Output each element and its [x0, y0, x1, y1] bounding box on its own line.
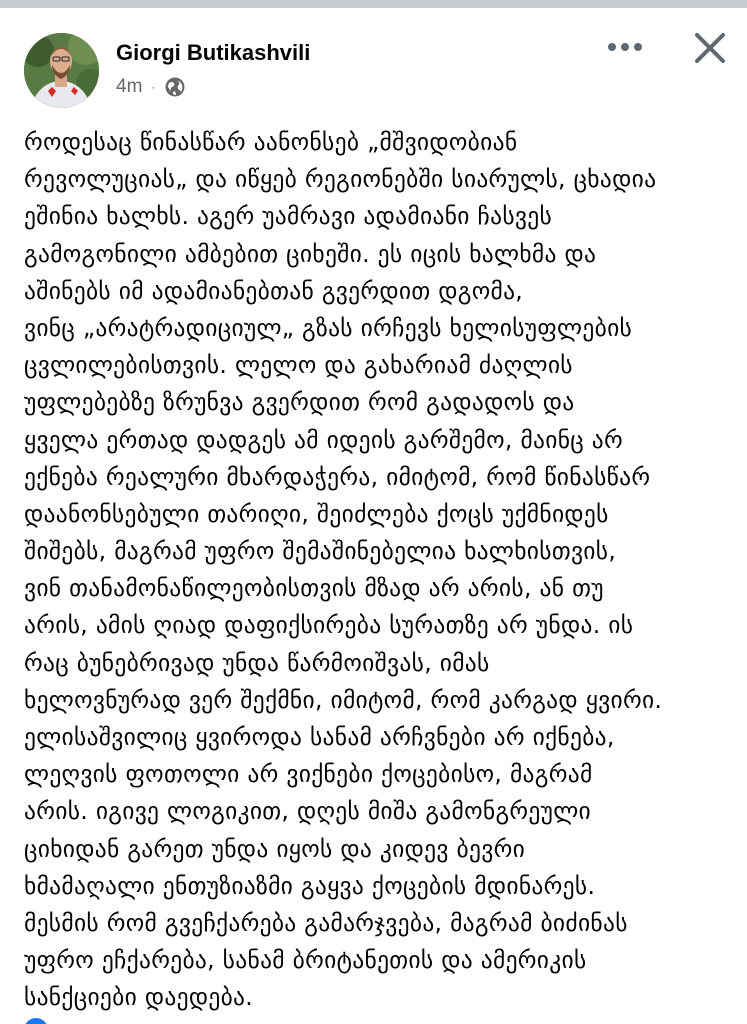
post-text-line: ციხიდან გარეთ უნდა იყოს და კიდევ ბევრი	[24, 834, 526, 863]
meta-separator: ·	[151, 80, 156, 94]
post-text-line: გამოგონილი ამბებით ციხეში. ეს იცის ხალხმა და	[24, 239, 597, 268]
post-text-line: უფრო ეჩქარება, სანამ ბრიტანეთის და ამერიკის	[24, 946, 587, 975]
post-text-line: ეშინია ხალხს. აგერ უამრავი ადამიანი ჩასვეს	[24, 202, 553, 231]
post-time[interactable]: 4m	[116, 76, 143, 97]
top-divider	[0, 0, 747, 8]
post-text-line: ელისაშვილიც ყვიროდა სანამ არჩვნები არ იქნება,	[24, 723, 615, 751]
post-text-line: რაც ბუნებრივად უნდა წარმოიშვას, იმას	[24, 648, 490, 677]
post-text-line: მესმის რომ გვეჩქარება გამარჯვება, მაგრამ ბიძინას	[24, 908, 628, 937]
avatar-photo	[24, 33, 99, 108]
post-text-line: არის. იგივე ლოგიკით, დღეს მიშა გამონგრეული	[24, 797, 592, 826]
post-text-line: ლეღვის ფოთოლი არ ვიქნები ქოცებისო, მაგრამ	[24, 760, 593, 789]
post-body	[24, 124, 736, 1017]
post-text-line: სანქციები დაედება.	[24, 983, 254, 1012]
post-text-line: შიშებს, მაგრამ უფრო შემაშინებელია ხალხისთვის,	[24, 537, 617, 566]
avatar[interactable]	[24, 33, 99, 108]
post-text-line: რევოლუციას„ და იწყებ რეგიონებში სიარულს, ცხადია	[24, 165, 657, 194]
post-text-line: უფლებებზე ზრუნვა გვერდით რომ გადადოს და	[24, 388, 575, 417]
post-text-line: არის, ამის ღიად დაფიქსირება სურათზე არ უნდა. ის	[24, 611, 634, 640]
reaction-icon	[24, 1018, 48, 1024]
more-options-button[interactable]	[602, 32, 648, 62]
post-text-line: ხელოვნურად ვერ შექმნი, იმიტომ, რომ კარგად ყვირი.	[24, 685, 663, 714]
post-text-line: ცვლილებისთვის. ლელო და გახარიამ ძაღლის	[24, 351, 573, 380]
post-meta	[116, 75, 186, 99]
close-icon	[693, 31, 727, 65]
author-name[interactable]: Giorgi Butikashvili	[116, 40, 311, 65]
post-text-line: აშინებს იმ ადამიანებთან გვერდით დგომა,	[24, 276, 524, 305]
post-text-line: ყველა ერთად დადგეს ამ იდეის გარშემო, მაინც არ	[24, 425, 624, 454]
close-button[interactable]	[690, 28, 730, 68]
globe-icon[interactable]	[164, 76, 186, 98]
post-text-line: დაანონსებული თარიღი, შეიძლება ქოცს უქმნიდეს	[24, 499, 609, 528]
post-text-line: ვინ თანამონაწილეობისთვის მზად არ არის, ან თუ	[24, 574, 604, 603]
post-header	[0, 8, 747, 108]
more-dots-icon	[605, 42, 645, 52]
post-text-line: ვინც „არატრადიციულ„ გზას ირჩევს ხელისუფლების	[24, 313, 633, 342]
post-text-line: ხმამაღალი ენთუზიაზმი გაყვა ქოცების მდინარეს.	[24, 871, 596, 900]
post-text-line: როდესაც წინასწარ აანონსებ „მშვიდობიან	[24, 128, 518, 156]
post-text-line: ექნება რეალური მხარდაჭერა, იმიტომ, რომ წინასწარ	[24, 462, 651, 491]
